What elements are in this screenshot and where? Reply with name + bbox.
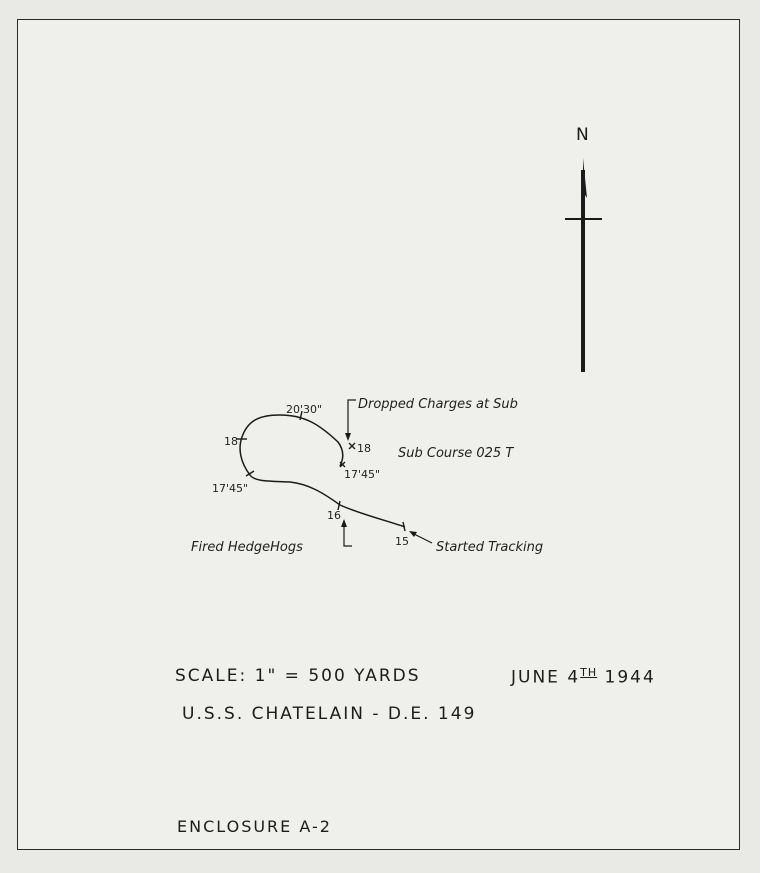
date-prefix: JUNE 4 xyxy=(511,667,581,688)
fired-hedgehogs-label: Fired HedgeHogs xyxy=(191,540,303,555)
date-suffix: TH xyxy=(580,666,598,679)
ship-caption: U.S.S. CHATELAIN - D.E. 149 xyxy=(182,704,477,724)
time-label-17-45-right: 17'45" xyxy=(344,468,381,481)
time-label-18-right: 18 xyxy=(357,442,371,455)
sub-course-label: Sub Course 025 T xyxy=(398,446,514,461)
dropped-charges-label: Dropped Charges at Sub xyxy=(358,397,518,412)
ship-track-path xyxy=(240,415,405,527)
time-label-17-45-left: 17'45" xyxy=(212,482,249,495)
scale-caption: SCALE: 1" = 500 YARDS xyxy=(175,666,421,686)
north-arrow-icon xyxy=(565,158,602,372)
time-label-15: 15 xyxy=(395,535,409,548)
time-label-18-left: 18 xyxy=(224,435,238,448)
started-tracking-label: Started Tracking xyxy=(436,540,544,555)
enclosure-caption: ENCLOSURE A-2 xyxy=(177,817,332,836)
time-label-16: 16 xyxy=(327,509,341,522)
date-year: 1944 xyxy=(604,667,656,688)
time-label-20-30: 20'30" xyxy=(286,403,323,416)
north-label: N xyxy=(576,125,589,145)
date-caption xyxy=(511,666,656,688)
